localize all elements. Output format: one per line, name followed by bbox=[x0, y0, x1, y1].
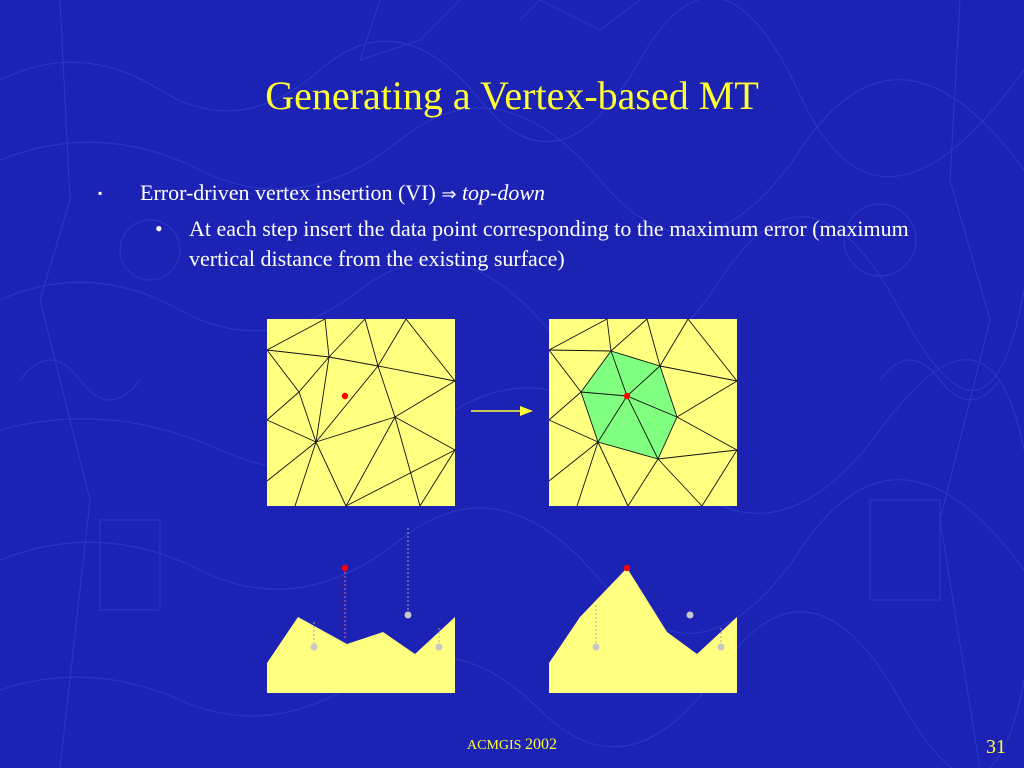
slide-title: Generating a Vertex-based MT bbox=[265, 73, 759, 118]
sub-bullet-text: At each step insert the data point corresponding to the maximum error (maximum vertical distance from the existing surface) bbox=[189, 216, 909, 271]
inserted-point bbox=[624, 565, 630, 571]
candidate-vertex-marker bbox=[342, 393, 348, 399]
footer-org: ACMGIS bbox=[467, 738, 522, 753]
footer bbox=[0, 736, 1024, 754]
mesh-before-panel bbox=[267, 319, 455, 506]
sample-point bbox=[593, 644, 600, 651]
page-number: 31 bbox=[986, 736, 1006, 758]
sample-point bbox=[311, 644, 318, 651]
footer-year: 2002 bbox=[524, 736, 557, 753]
bullet-main-text: Error-driven vertex insertion (VI) bbox=[140, 180, 436, 205]
sample-point bbox=[718, 644, 725, 651]
sample-point bbox=[436, 644, 443, 651]
bullet-italic-term: top-down bbox=[461, 180, 546, 205]
mesh-after-panel bbox=[549, 319, 737, 506]
square-bullet-icon: ▪ bbox=[98, 186, 103, 200]
profile-before-surface bbox=[267, 617, 455, 693]
implies-arrow-icon: ⇒ bbox=[441, 184, 457, 205]
dot-bullet-icon: • bbox=[155, 216, 163, 241]
sample-point bbox=[405, 612, 412, 619]
profile-after-surface bbox=[549, 568, 737, 693]
inserted-vertex-marker bbox=[624, 393, 630, 399]
sample-point bbox=[687, 612, 694, 619]
max-error-point bbox=[342, 565, 348, 571]
transition-arrow-icon bbox=[471, 406, 533, 416]
profile-after-panel bbox=[549, 565, 737, 693]
profile-before-panel bbox=[267, 528, 455, 693]
